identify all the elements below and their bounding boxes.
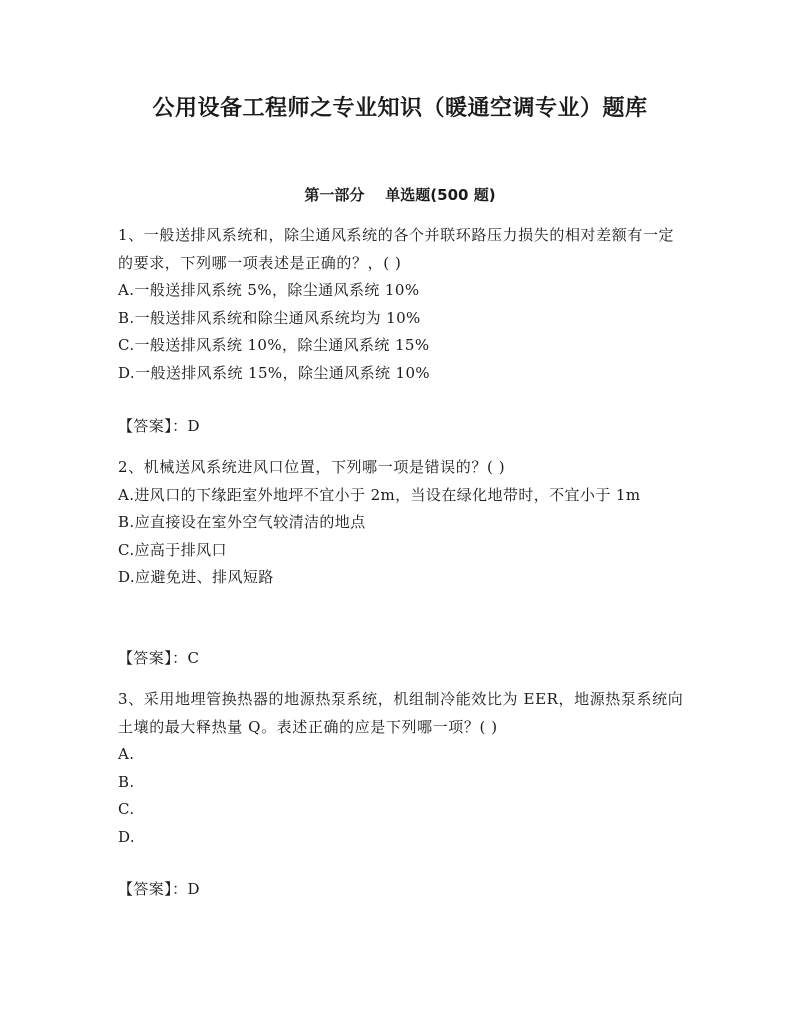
answer-label: 【答案】	[118, 880, 173, 898]
option-d: D.一般送排风系统 15%，除尘通风系统 10%	[118, 363, 431, 382]
question-3	[118, 686, 688, 851]
option-b: B.应直接设在室外空气较清洁的地点	[118, 513, 366, 531]
option-c: C.	[118, 800, 135, 818]
option-d: D.应避免进、排风短路	[118, 568, 274, 586]
option-a: A.进风口的下缘距室外地坪不宜小于 2m，当设在绿化地带时，不宜小于 1m	[118, 485, 641, 504]
option-a: A.一般送排风系统 5%，除尘通风系统 10%	[118, 281, 420, 299]
answer-value: ：D	[172, 417, 200, 435]
question-stem: 2、机械送风系统进风口位置，下列哪一项是错误的？( )	[118, 458, 506, 476]
answer-line	[118, 876, 688, 904]
option-d: D.	[118, 827, 136, 846]
option-b: B.	[118, 772, 135, 791]
answer-3	[118, 876, 688, 904]
question-2	[118, 454, 688, 592]
answer-line	[118, 413, 688, 441]
question-stem: 1、一般送排风系统和，除尘通风系统的各个并联环路压力损失的相对差额有一定的要求，下列哪一项表述是正确的？，( )	[118, 226, 675, 272]
answer-value: ：D	[172, 880, 200, 898]
answer-value: ：C	[172, 649, 200, 667]
option-c: C.一般送排风系统 10%，除尘通风系统 15%	[118, 336, 430, 354]
answer-2	[118, 645, 688, 673]
answer-label: 【答案】	[118, 649, 173, 667]
answer-label: 【答案】	[118, 417, 173, 435]
answer-1	[118, 413, 688, 441]
answer-line	[118, 645, 688, 673]
question-1	[118, 222, 688, 387]
section-title: 第一部分 单选题(500 题)	[304, 186, 496, 204]
question-stem: 3、采用地埋管换热器的地源热泵系统，机组制冷能效比为 EER，地源热泵系统向土壤的最大释热量 Q。表述正确的应是下列哪一项？( )	[118, 690, 684, 736]
document-title: 公用设备工程师之专业知识（暖通空调专业）题库	[152, 96, 648, 121]
option-c: C.应高于排风口	[118, 540, 227, 559]
option-b: B.一般送排风系统和除尘通风系统均为 10%	[118, 308, 421, 327]
option-a: A.	[118, 745, 135, 763]
